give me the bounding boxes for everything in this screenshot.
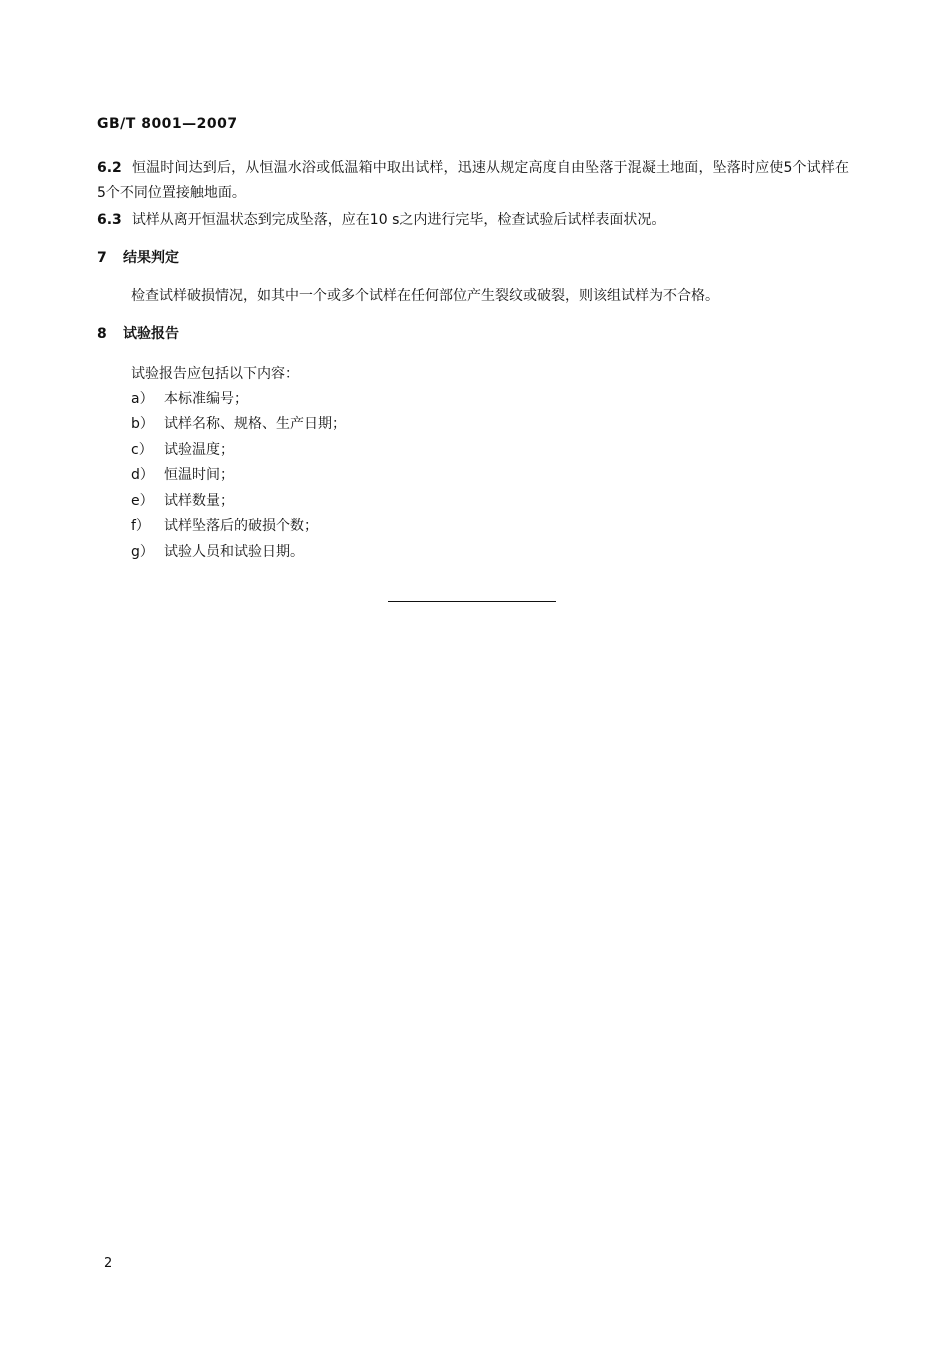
section-7-body: 检查试样破损情况，如其中一个或多个试样在任何部位产生裂纹或破裂，则该组试样为不合格。 (131, 288, 719, 304)
list-text: 试验人员和试验日期。 (164, 544, 304, 560)
list-item (131, 516, 318, 536)
section-7-heading (97, 248, 179, 268)
list-text: 本标准编号； (164, 391, 248, 407)
list-marker: f） (131, 518, 150, 534)
section-title: 结果判定 (123, 250, 179, 266)
list-item (131, 440, 234, 460)
clause-number: 6.2 (97, 160, 122, 176)
list-marker: b） (131, 416, 154, 432)
list-marker: g） (131, 544, 154, 560)
list-text: 试验温度； (164, 442, 234, 458)
section-8-heading (97, 324, 179, 344)
list-item (131, 389, 248, 409)
list-marker: d） (131, 467, 154, 483)
page-number: 2 (104, 1256, 113, 1271)
clause-text: 恒温时间达到后，从恒温水浴或低温箱中取出试样，迅速从规定高度自由坠落于混凝土地面，坠落时应使5个试样在5个不同位置接触地面。 (97, 160, 849, 201)
section-number: 7 (97, 250, 107, 266)
list-text: 恒温时间； (164, 467, 234, 483)
list-item (131, 414, 346, 434)
clause-6-2 (97, 156, 849, 206)
list-marker: e） (131, 493, 154, 509)
list-item (131, 491, 234, 511)
standard-number-header: GB/T 8001—2007 (97, 116, 238, 132)
section-number: 8 (97, 326, 107, 342)
list-marker: a） (131, 391, 154, 407)
list-text: 试样坠落后的破损个数； (164, 518, 318, 534)
list-text: 试样数量； (164, 493, 234, 509)
list-marker: c） (131, 442, 153, 458)
section-title: 试验报告 (123, 326, 179, 342)
list-item (131, 542, 304, 562)
end-of-document-rule (388, 601, 556, 602)
clause-6-3 (97, 208, 849, 233)
list-item (131, 465, 234, 485)
clause-text: 试样从离开恒温状态到完成坠落，应在10 s之内进行完毕，检查试验后试样表面状况。 (131, 212, 666, 228)
section-8-intro: 试验报告应包括以下内容： (131, 366, 299, 382)
list-text: 试样名称、规格、生产日期； (164, 416, 346, 432)
clause-number: 6.3 (97, 212, 122, 228)
